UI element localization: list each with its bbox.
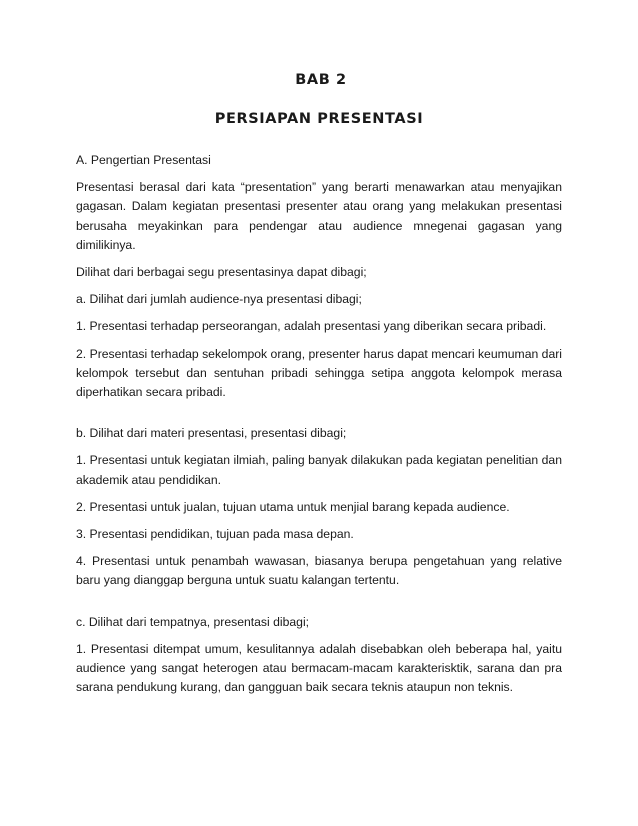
- chapter-heading: BAB 2: [295, 72, 347, 88]
- list-item: 1. Presentasi ditempat umum, kesulitannya adalah disebabkan oleh beberapa hal, yaitu audience yang sangat heterogen atau bermacam-macam karakterisktik, sarana dan pra sarana pendukung kurang, dan gangguan baik secara teknis ataupun non teknis.: [76, 641, 562, 695]
- list-item: 2. Presentasi untuk jualan, tujuan utama untuk menjial barang kepada audience.: [76, 499, 510, 514]
- document-page: [76, 70, 562, 705]
- definition-paragraph: Presentasi berasal dari kata “presentation” yang berarti menawarkan atau menyajikan gagasan. Dalam kegiatan presentasi presenter atau orang yang melakukan presentasi berusaha meyakinkan para pendengar atau audience mnegenai gagasan yang dimilikinya.: [76, 180, 562, 252]
- section-a-heading: A. Pengertian Presentasi: [76, 153, 211, 167]
- subsection-a: a. Dilihat dari jumlah audience-nya presentasi dibagi;: [76, 292, 362, 307]
- list-item: 3. Presentasi pendidikan, tujuan pada masa depan.: [76, 527, 354, 542]
- division-intro: Dilihat dari berbagai segu presentasinya dapat dibagi;: [76, 265, 367, 280]
- subsection-c: c. Dilihat dari tempatnya, presentasi dibagi;: [76, 614, 310, 629]
- list-item: 1. Presentasi terhadap perseorangan, adalah presentasi yang diberikan secara pribadi.: [76, 319, 547, 334]
- list-item: 4. Presentasi untuk penambah wawasan, biasanya berupa pengetahuan yang relative baru yang dianggap berguna untuk suatu kalangan tertentu.: [76, 554, 562, 588]
- subsection-b: b. Dilihat dari materi presentasi, presentasi dibagi;: [76, 426, 347, 441]
- list-item: 2. Presentasi terhadap sekelompok orang, presenter harus dapat mencari keumuman dari kelompok tersebut dan sentuhan pribadi sehingga setipa anggota kelompok merasa diperhatikan secara pribadi.: [76, 346, 562, 400]
- list-item: 1. Presentasi untuk kegiatan ilmiah, paling banyak dilakukan pada kegiatan penelitian dan akademik atau pendidikan.: [76, 453, 562, 487]
- chapter-title: PERSIAPAN PRESENTASI: [214, 111, 424, 127]
